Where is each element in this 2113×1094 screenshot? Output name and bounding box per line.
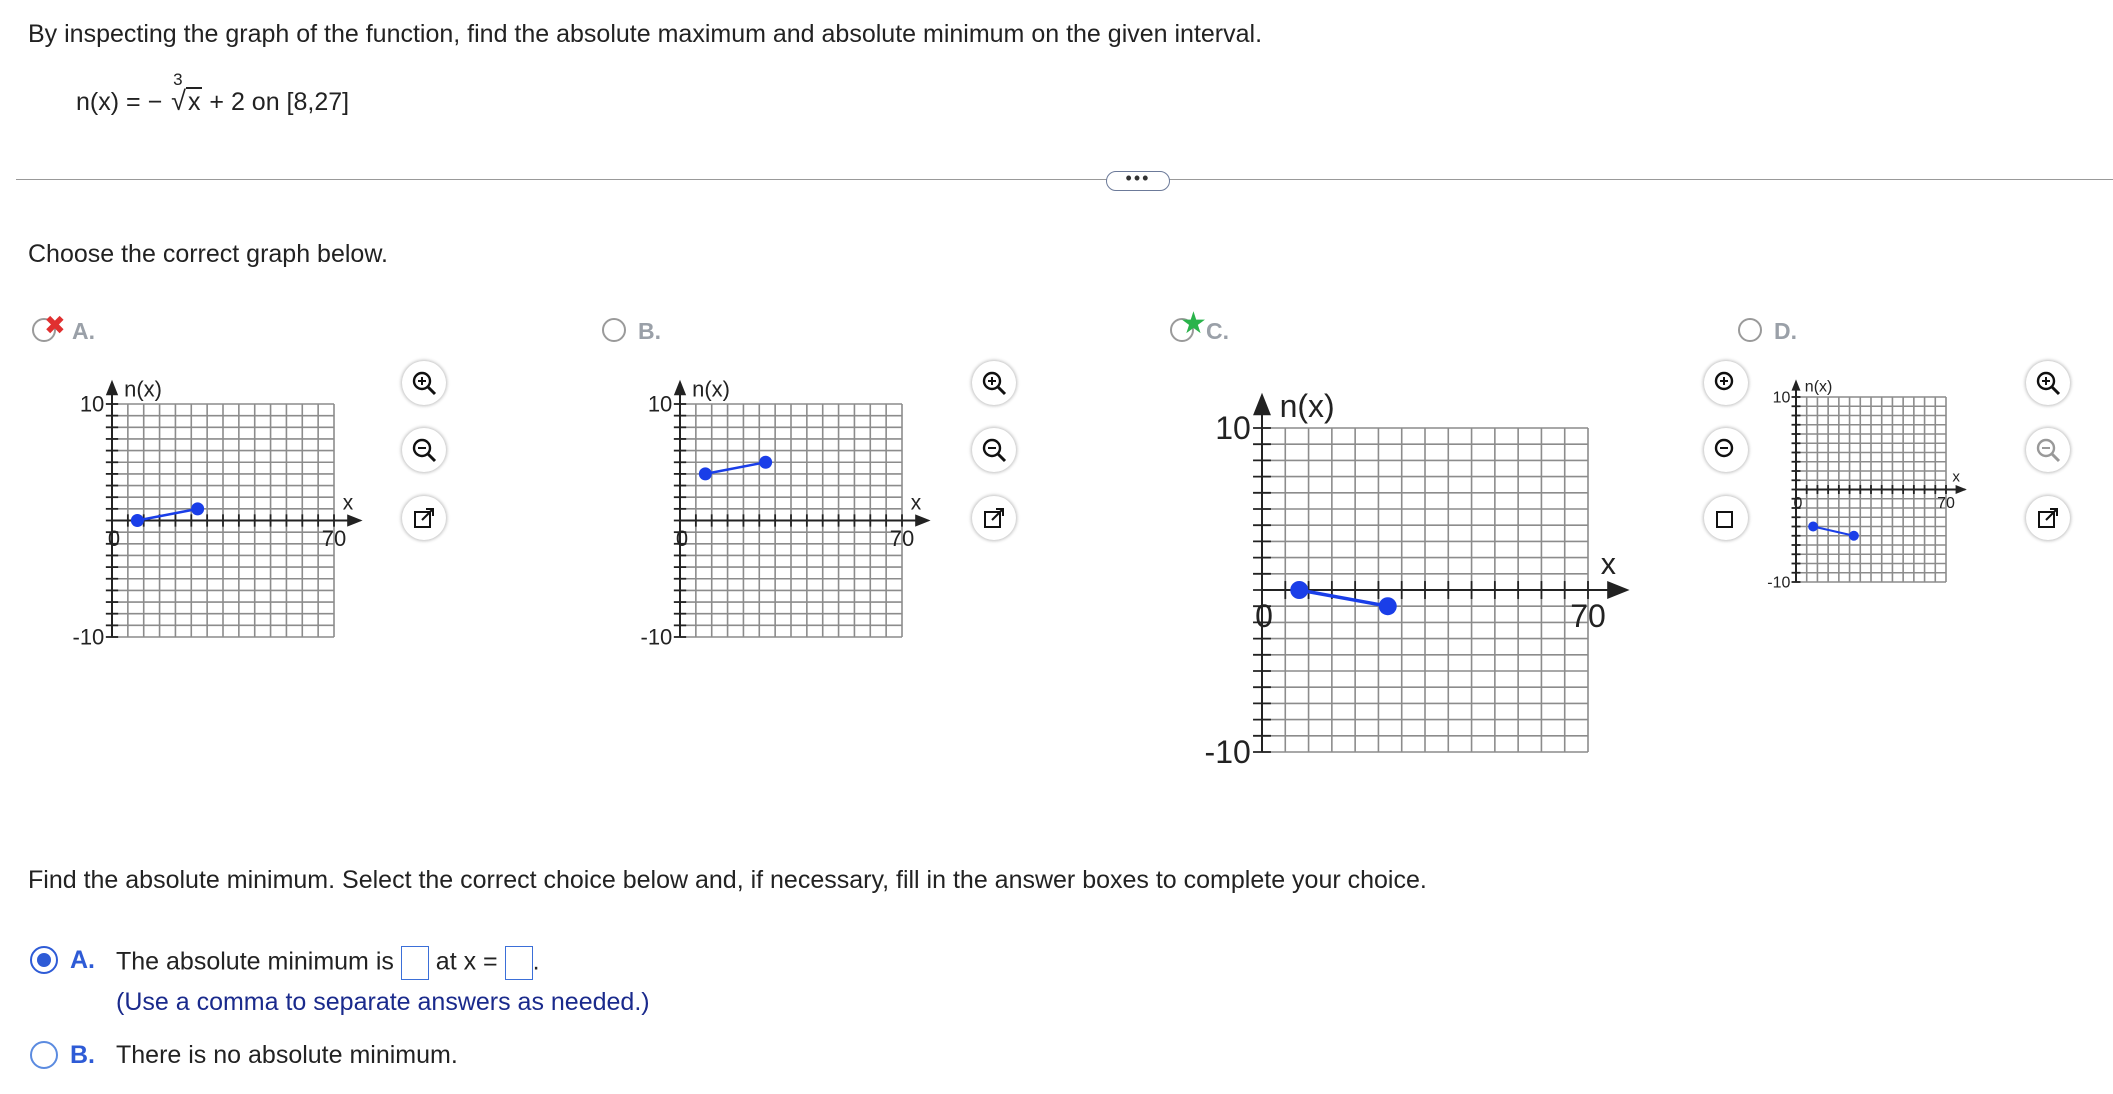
popout-icon <box>410 504 438 532</box>
root-index: 3 <box>173 70 183 89</box>
y-axis-arrow <box>674 380 686 395</box>
x-axis-label: x <box>1600 547 1617 581</box>
zoom-in-icon <box>2034 369 2062 397</box>
zoom-out-icon <box>1712 436 1740 464</box>
graph-d <box>1740 355 2030 600</box>
option-b-label: B. <box>638 318 661 344</box>
option-d-radio[interactable] <box>1738 318 1762 342</box>
x-axis-arrow <box>1607 581 1629 599</box>
popout-button-a[interactable] <box>402 496 446 540</box>
curve-segment <box>1813 527 1854 536</box>
popout-icon <box>1712 504 1740 532</box>
choose-prompt: Choose the correct graph below. <box>28 240 388 268</box>
answer-b-letter: B. <box>70 1041 95 1069</box>
x-axis-arrow <box>1956 485 1967 494</box>
y-axis-label: n(x) <box>124 376 162 402</box>
x-tick-label-zero: 0 <box>675 525 689 551</box>
answer-b-text: There is no absolute minimum. <box>116 1041 458 1069</box>
zoom-out-icon <box>980 436 1008 464</box>
zoom-out-button-b[interactable] <box>972 428 1016 472</box>
option-a-label: A. <box>72 318 95 344</box>
curve-segment <box>137 509 197 521</box>
radicand: x <box>187 88 201 116</box>
cube-root <box>169 70 202 117</box>
endpoint-left <box>699 467 712 480</box>
x-tick-label-max: 70 <box>1570 597 1606 634</box>
zoom-in-icon <box>1712 369 1740 397</box>
curve-segment <box>1299 590 1387 606</box>
y-tick-label-max: 10 <box>1772 389 1791 407</box>
graph-b <box>565 350 965 660</box>
answer-a-radio[interactable] <box>30 946 58 974</box>
y-axis-label: n(x) <box>1279 387 1335 424</box>
x-tick-label-zero: 0 <box>1255 597 1273 634</box>
zoom-out-button-d[interactable] <box>2026 428 2070 472</box>
y-tick-label-max: 10 <box>1215 410 1251 447</box>
endpoint-right <box>1849 531 1859 541</box>
radical-icon: √ <box>171 86 186 116</box>
y-axis-arrow <box>1792 379 1801 390</box>
zoom-out-icon <box>410 436 438 464</box>
answer-b-radio[interactable] <box>30 1041 58 1069</box>
answer-a-text-end: . <box>532 947 540 976</box>
curve-segment <box>705 462 765 474</box>
part2-prompt: Find the absolute minimum. Select the correct choice below and, if necessary, fill in the answer boxes to complete your choice. <box>28 866 1427 894</box>
popout-button-d[interactable] <box>2026 496 2070 540</box>
popout-icon <box>980 504 1008 532</box>
endpoint-left <box>1808 522 1818 532</box>
zoom-in-button-c[interactable] <box>1704 361 1748 405</box>
y-tick-label-max: 10 <box>79 391 105 417</box>
function-sign: − <box>147 88 163 116</box>
x-axis-arrow <box>347 514 362 526</box>
x-tick-label-zero: 0 <box>107 525 121 551</box>
x-tick-label-max: 70 <box>321 525 347 551</box>
answer-a-hint: (Use a comma to separate answers as needed.) <box>116 988 650 1016</box>
min-value-input[interactable] <box>401 946 429 980</box>
popout-button-c[interactable] <box>1704 496 1748 540</box>
zoom-out-button-c[interactable] <box>1704 428 1748 472</box>
function-rest: + 2 on [8,27] <box>209 88 350 116</box>
section-divider <box>16 179 2113 180</box>
answer-a-letter: A. <box>70 946 95 974</box>
question-instruction: By inspecting the graph of the function, find the absolute maximum and absolute minimum on the given interval. <box>28 20 1263 48</box>
y-tick-label-min: -10 <box>1767 574 1791 592</box>
correct-star-icon: ★ <box>1180 307 1207 340</box>
min-x-input[interactable] <box>505 946 533 980</box>
x-tick-label-max: 70 <box>889 525 915 551</box>
graph-c <box>1160 355 1680 785</box>
x-axis-arrow <box>915 514 930 526</box>
graph-a <box>0 350 400 660</box>
endpoint-right <box>1379 597 1397 615</box>
zoom-in-icon <box>410 369 438 397</box>
zoom-out-icon <box>2034 436 2062 464</box>
endpoint-right <box>191 502 204 515</box>
zoom-in-button-b[interactable] <box>972 361 1016 405</box>
endpoint-left <box>1290 581 1308 599</box>
popout-icon <box>2034 504 2062 532</box>
answer-a-text <box>116 946 540 980</box>
y-axis-label: n(x) <box>692 376 730 402</box>
function-expression <box>76 70 350 117</box>
zoom-out-button-a[interactable] <box>402 428 446 472</box>
y-axis-arrow <box>1253 393 1271 415</box>
y-tick-label-min: -10 <box>72 624 105 650</box>
x-axis-label: x <box>342 491 354 515</box>
answer-a-text-mid: at x = <box>435 947 498 976</box>
x-axis-label: x <box>910 491 922 515</box>
y-tick-label-max: 10 <box>647 391 673 417</box>
option-b-radio[interactable] <box>602 318 626 342</box>
incorrect-icon: ✖ <box>44 310 66 340</box>
zoom-in-button-a[interactable] <box>402 361 446 405</box>
answer-a-text-before: The absolute minimum is <box>116 947 394 976</box>
zoom-in-button-d[interactable] <box>2026 361 2070 405</box>
x-tick-label-zero: 0 <box>1793 494 1803 512</box>
y-axis-arrow <box>106 380 118 395</box>
x-tick-label-max: 70 <box>1937 494 1955 512</box>
endpoint-left <box>131 514 144 527</box>
y-axis-label: n(x) <box>1804 378 1833 396</box>
y-tick-label-min: -10 <box>1204 734 1251 771</box>
option-c-label: C. <box>1206 318 1229 344</box>
x-axis-label: x <box>1952 468 1960 486</box>
popout-button-b[interactable] <box>972 496 1016 540</box>
endpoint-right <box>759 456 772 469</box>
function-lhs: n(x) = <box>76 88 141 116</box>
expand-dots-button[interactable]: ••• <box>1106 171 1170 191</box>
option-d-label: D. <box>1774 318 1797 344</box>
y-tick-label-min: -10 <box>640 624 673 650</box>
zoom-in-icon <box>980 369 1008 397</box>
